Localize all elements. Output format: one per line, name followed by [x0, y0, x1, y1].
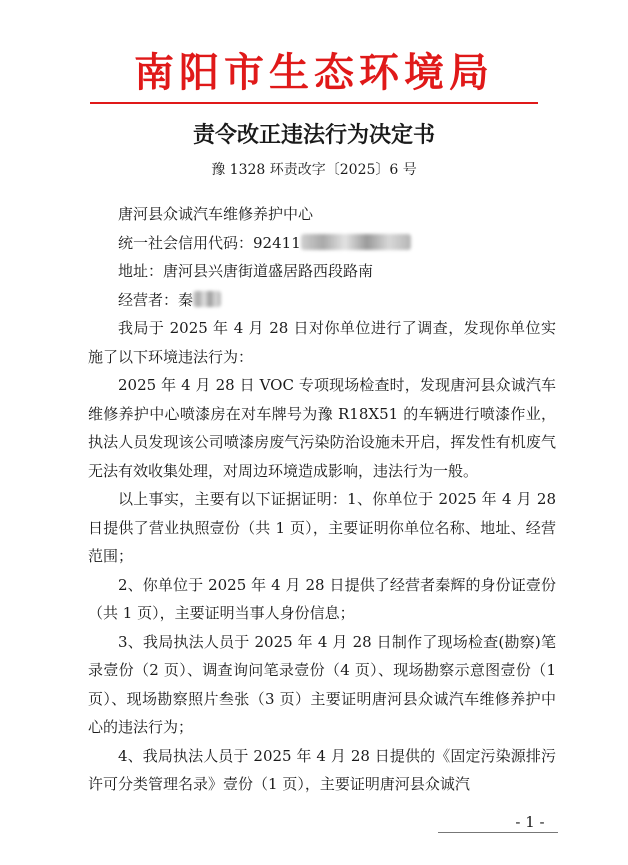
red-divider-line: [90, 102, 538, 104]
redacted-blur: [193, 291, 221, 307]
paragraph: 以上事实，主要有以下证据证明：1、你单位于 2025 年 4 月 28 日提供了营业执照壹份（共 1 页），主要证明你单位名称、地址、经营范围；: [88, 490, 556, 565]
paragraph: 4、我局执法人员于 2025 年 4 月 28 日提供的《固定污染源排污许可分类管理名录》壹份（1 页），主要证明唐河县众诚汽: [88, 746, 556, 793]
document-title: 责令改正违法行为决定书: [192, 122, 435, 148]
operator-line: [88, 286, 556, 315]
document-number: 豫 1328 环责改字〔2025〕6 号: [211, 162, 417, 178]
paragraph: 我局于 2025 年 4 月 28 日对你单位进行了调查，发现你单位实施了以下环境违法行为：: [88, 319, 556, 366]
page-number: - 1 -: [515, 813, 545, 831]
paragraph: 3、我局执法人员于 2025 年 4 月 28 日制作了现场检查(勘察)笔录壹份（2 页）、调查询问笔录壹份（4 页）、现场勘察示意图壹份（1 页）、现场勘察照片叁张（3 页）主要证明唐河县众诚汽车维修养护中心的违法行为；: [88, 632, 556, 736]
recipient-address: 地址：唐河县兴唐街道盛居路西段路南: [118, 262, 374, 280]
operator-label: 经营者：: [118, 290, 179, 309]
credit-code-line: [88, 229, 556, 258]
document-body: [88, 200, 556, 799]
credit-code-value: 92411: [253, 233, 301, 252]
paragraph: 2025 年 4 月 28 日 VOC 专项现场检查时，发现唐河县众诚汽车维修养护中心喷漆房在对车牌号为豫 R18X51 的车辆进行喷漆作业，执法人员发现该公司喷漆房废气污染防治设施未开启，挥发性有机废气无法有效收集处理，对周边环境造成影响，违法行为一般。: [88, 376, 556, 480]
footer-divider: [438, 832, 558, 833]
paragraph: 2、你单位于 2025 年 4 月 28 日提供了经营者秦辉的身份证壹份（共 1 页），主要证明当事人身份信息；: [88, 575, 556, 622]
agency-name: 南阳市生态环境局: [134, 49, 494, 96]
operator-name: 秦: [178, 290, 194, 309]
recipient-name: 唐河县众诚汽车维修养护中心: [118, 205, 314, 223]
redacted-blur: [301, 234, 411, 250]
credit-code-label: 统一社会信用代码：: [118, 233, 254, 252]
